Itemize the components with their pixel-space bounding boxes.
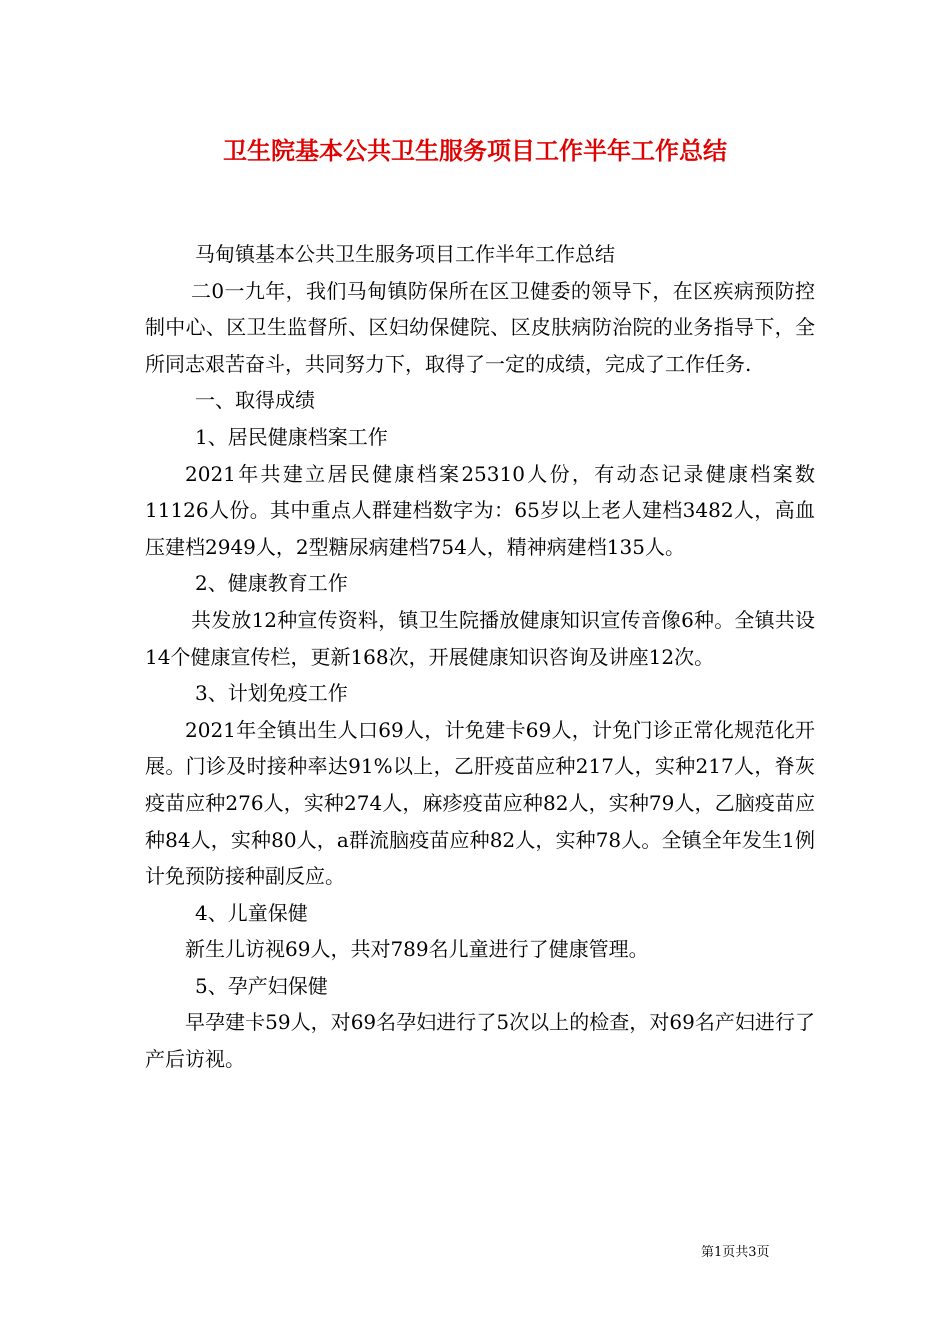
paragraph-maternal-care: 早孕建卡59人，对69名孕妇进行了5次以上的检查，对69名产妇进行了产后访视。	[145, 1010, 815, 1072]
paragraph-immunization: 2021年全镇出生人口69人，计免建卡69人，计免门诊正常化规范化开展。门诊及时接种率达91%以上，乙肝疫苗应种217人，实种217人，脊灰疫苗应种276人，实种274人，麻疹疫苗应种82人，实种79人，乙脑疫苗应种84人，实种80人，a群流脑疫苗应种82人，实种78人。全镇全年发生1例计免预防接种副反应。	[145, 717, 815, 889]
paragraph-intro: 二0一九年，我们马甸镇防保所在区卫健委的领导下，在区疾病预防控制中心、区卫生监督所、区妇幼保健院、区皮肤病防治院的业务指导下，全所同志艰苦奋斗，共同努力下，取得了一定的成绩，完成了工作任务.	[145, 278, 815, 376]
page-number: 第1页共3页	[701, 1245, 770, 1260]
document-body	[145, 236, 815, 1078]
page-title: 卫生院基本公共卫生服务项目工作半年工作总结	[223, 136, 727, 165]
paragraph-health-records: 2021年共建立居民健康档案25310人份，有动态记录健康档案数11126人份。其中重点人群建档数字为：65岁以上老人建档3482人，高血压建档2949人，2型糖尿病建档754人，精神病建档135人。	[145, 461, 815, 559]
section-heading-maternal-care: 5、孕产妇保健	[195, 973, 328, 998]
document-subtitle: 马甸镇基本公共卫生服务项目工作半年工作总结	[195, 242, 615, 266]
section-heading-health-records: 1、居民健康档案工作	[195, 424, 388, 449]
section-heading-immunization: 3、计划免疫工作	[195, 681, 348, 706]
section-heading-health-education: 2、健康教育工作	[195, 571, 348, 596]
paragraph-child-care: 新生儿访视69人，共对789名儿童进行了健康管理。	[185, 937, 649, 962]
section-heading-achievements: 一、取得成绩	[195, 388, 315, 413]
section-heading-child-care: 4、儿童保健	[195, 900, 308, 925]
paragraph-health-education: 共发放12种宣传资料，镇卫生院播放健康知识宣传音像6种。全镇共设14个健康宣传栏，更新168次，开展健康知识咨询及讲座12次。	[145, 607, 815, 669]
